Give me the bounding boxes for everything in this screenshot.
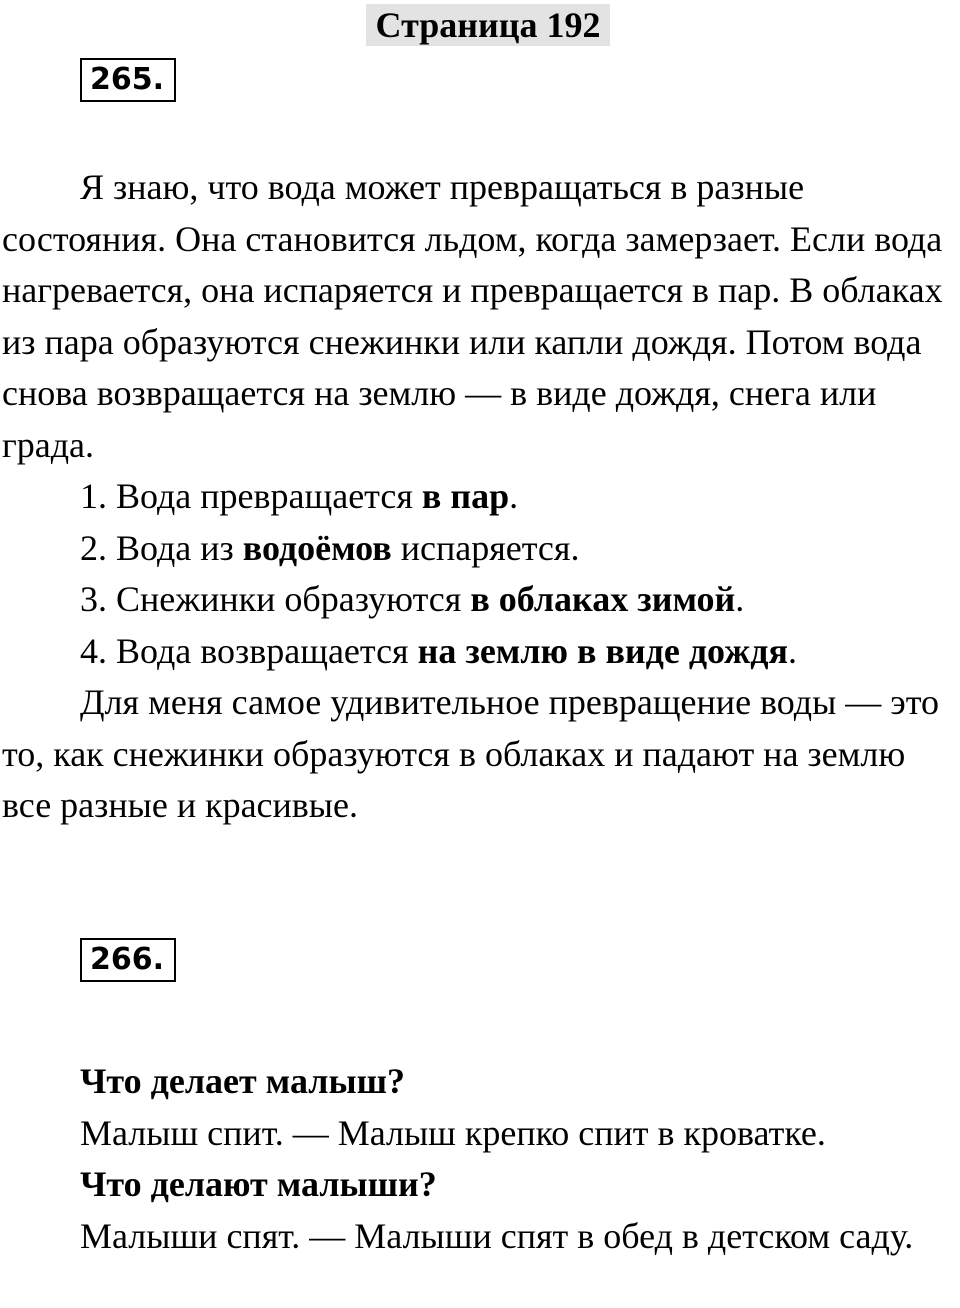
question-text: Что делает малыш? — [80, 1061, 405, 1101]
conclusion: Для меня самое удивительное превращение воды — это то, как снежинки образуются в облаках и падают на землю все разные и красивые. — [2, 682, 939, 825]
page-title: Страница 192 — [366, 4, 610, 46]
exercise-number-265: 265. — [80, 58, 176, 102]
answer: Малыши спят. — Малыши спят в обед в детском саду. — [80, 1215, 914, 1256]
question-text: Что делают малыши? — [80, 1164, 437, 1204]
exercise-number-266: 266. — [80, 938, 176, 982]
answer: Малыш спит. — Малыш крепко спит в кроватке. — [80, 1112, 826, 1153]
item-text: 3. Снежинки образуются — [80, 579, 471, 619]
question — [2, 1159, 960, 1211]
item-text: . — [787, 630, 797, 671]
exercise-266-body — [2, 1056, 960, 1262]
item-text: испаряется. — [391, 527, 580, 568]
exercise-265-body — [2, 162, 960, 832]
list-item — [2, 626, 960, 678]
item-answer: на землю в виде дождя — [417, 630, 788, 671]
item-text: . — [509, 476, 519, 516]
paragraph: Я знаю, что вода может превращаться в разные состояния. Она становится льдом, когда замерзает. Если вода нагревается, она испаряется и превращается в пар. В облаках из пара образуются снежинки или капли дождя. Потом вода снова возвращается на землю — в виде дождя, снега или града. — [2, 167, 943, 465]
item-answer: в облаках зимой — [470, 579, 736, 619]
item-answer: в пар — [421, 476, 510, 516]
item-text: 1. Вода превращается — [80, 476, 422, 516]
item-answer: водоёмов — [242, 527, 392, 568]
list-item — [2, 523, 960, 575]
item-text: . — [735, 579, 745, 619]
item-text: 2. Вода из — [80, 527, 243, 568]
item-text: 4. Вода возвращается — [80, 630, 418, 671]
list-item — [2, 471, 960, 523]
list-item — [2, 574, 960, 626]
question — [2, 1056, 960, 1108]
